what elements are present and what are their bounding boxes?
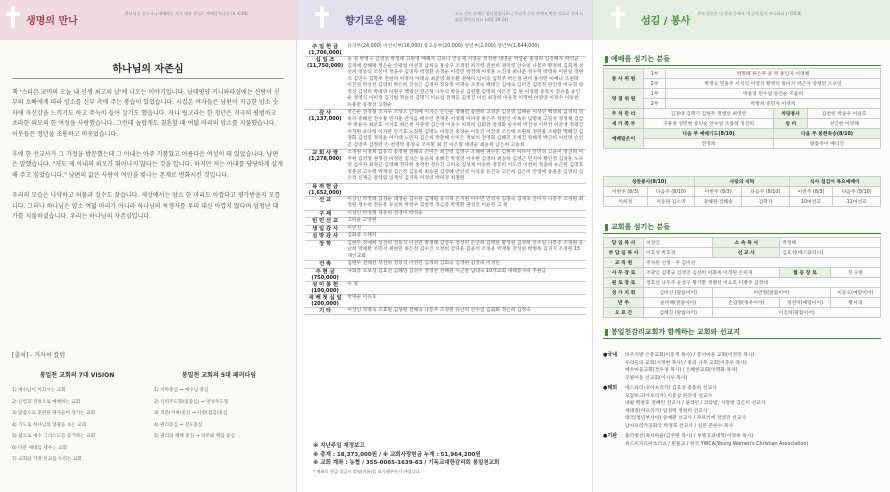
offering-names: 이상인 박정례 재유희 정영미 박성순: [345, 210, 586, 218]
communion-table: [603, 176, 881, 207]
paradigm-item: 2) 사역주도형(일중심) ⇒ 영성주도형: [154, 399, 229, 405]
cell: 차량봉사: [774, 109, 808, 119]
cell: 반 주: [604, 298, 644, 308]
cell: 부 담 임 목 사: [604, 248, 644, 258]
offering-label: 기 타: [319, 307, 332, 314]
paradigm-item: 5) 권리와 혜택 중심 ⇒ 의무와 책임 중심: [154, 434, 235, 439]
mission-item: 네팔 백창호 정혜린 선교사 / 필리핀 / 코타밤, 사랑방 김은미 선교사: [625, 401, 766, 406]
cell: 성찬봉사(8/10): [604, 177, 695, 187]
offering-label: 생 일 감 사: [312, 225, 339, 232]
offering-panel: [296, 0, 593, 492]
sermon-header: [0, 0, 296, 40]
offering-names: 유지부(24,000) 아인이부(16,000) 중고등부(20,000) 청년부(2,000) 장년부(1,644,000): [345, 44, 586, 57]
paradigm-title: 봉일천 교회의 5대 패러다임: [181, 372, 257, 379]
offering-amount: (1,278,000): [308, 156, 342, 162]
offering-label: 십 일 조: [315, 57, 335, 63]
cell: 박홍경 민수일 송인순 조윤희: [666, 89, 881, 99]
finance-note: ※ 지난주일 재정보고: [313, 443, 365, 449]
cell: 다음 주 봉헌특송(8/10): [774, 129, 881, 139]
offering-category: [305, 57, 345, 110]
vision-item: 2) 신령과 진정으로 예배하는 교회: [12, 399, 81, 405]
offering-category: [305, 183, 345, 196]
offering-names: 조경원 이경희 김유리 송정현 전혜숙 손미은 최진영 김영구 조해현 권수민 김현주 이다사 안민성 고윤미 정진희 이주현 김영정 권정선 이정민 김지은 송윤희 송혜진 박정연 이우현 김영희 최승하 김영근 민지아 황인정 김경훈 노수연 김수자 최정근 김영혜 정다현 송정민 정유진 고미숙 김성제 이승원 정봉희 이도건 이천희 정을희 유근희 김영호 정춘경 고수정 박재성 김은정 김동희 최승원 김영혜 안인영 이성준 유진숙 고은희 김은미 안영애 송용준 김영희 심은정 신재근 장석림 임재석 김지욱 이정연 박미경 최철원: [345, 150, 586, 184]
offering-category: [305, 110, 345, 150]
mission-label: ●해외: [603, 385, 618, 391]
cell: 전정희: [644, 139, 774, 149]
offering-category: [305, 210, 345, 218]
cell: 다음주 (8/10): [742, 187, 790, 197]
cell: 협 동 장 로: [780, 268, 830, 278]
worship-servers-table: [603, 68, 881, 149]
divider: [603, 65, 881, 66]
sermon-body: [12, 88, 284, 232]
offering-row: [305, 57, 586, 110]
offering-label: 목 적 헌 금: [312, 183, 339, 190]
cell: 이희정: [604, 197, 648, 207]
mission-label: ●국내: [603, 352, 618, 358]
church-servers-heading: 교회를 섬기는 분들: [605, 222, 670, 232]
bank-account: ※ 교회 계좌 : 농협 / 355-0065-1639-63 / 기독교대한감리회 봉일천교회: [313, 460, 500, 466]
cell: 1부: [644, 69, 666, 79]
mission-item: 위드미자르미쓰리쇼 / 빗물교 / 한국 YWCA(Young Women's Christian Association): [625, 441, 809, 447]
offering-names: 사회봉 모보성 김효선 김혜민 김성수 정영찬 선혜원 이근찬 남대숙 10개교회 새해봉사비 주현금: [345, 268, 586, 281]
cell: 정호선 나두주 윤상구 황기환 정병선 이요호 이병주 김정대: [644, 278, 881, 288]
cell: 사 무 장 로: [604, 268, 644, 278]
cell: 성 미: [774, 119, 808, 129]
offering-names: 김현두 전혜선 성선희 정동식 이선민 김정희 김회숙 김영현 김정희 이경민: [345, 261, 586, 269]
offering-names: [345, 183, 586, 196]
offering-names: 김화중 조혜자: [345, 233, 586, 241]
cell: 10여선교: [789, 197, 833, 207]
mission-item: 모잠비크(아프리카) 이문삼 한증경 선교사: [625, 393, 713, 399]
cell: 손감철(청우이어): [713, 298, 780, 308]
mission-group-domestic: [603, 352, 881, 382]
cell: 2부: [644, 79, 666, 89]
cell: 이번주 (8/3): [604, 187, 648, 197]
offering-header-verse: 모든 것이 주께로 말미암았사오니 우리가 주의 손에서 받은 것으로 주께 드렸을 뿐이니이다 (대상 29:14): [455, 11, 584, 22]
offering-category: [305, 150, 345, 184]
church-servers-table: [603, 237, 881, 318]
cell: 성인헌 이영해: [808, 119, 881, 129]
cell: 주차원 신청 · 주 김미선: [644, 258, 881, 268]
finance-notes: [313, 442, 583, 476]
mission-item: 예수마을교회(정우경 목사) / 은혜한교회(이명화 목사): [625, 368, 738, 373]
offering-row: [305, 261, 586, 269]
offering-row: [305, 110, 586, 150]
vision-item: 7) 교회와 가정 선교를 누리는 교회: [12, 457, 82, 462]
vision-item: 1) 예수님이 이끄시는 교회: [12, 388, 66, 393]
sermon-section-title: 생명의 만나: [26, 16, 78, 27]
service-section-title: 섬김 / 봉사: [641, 16, 691, 27]
service-header: [593, 0, 890, 40]
cell: 봉 사 위 원: [604, 69, 644, 89]
cell: 선 교 사: [713, 248, 780, 258]
cell: 소 속 목 사: [713, 238, 780, 248]
mission-group-organization: [603, 433, 881, 448]
offering-row: [305, 225, 586, 233]
cell: 이동오(예랑이어): [830, 288, 880, 298]
sermon-title: 하나님의 자존심: [112, 64, 184, 75]
offering-amount: (1,652,000): [308, 189, 342, 196]
offering-row: [305, 150, 586, 184]
offering-row: [305, 294, 586, 307]
offering-label: 선 교: [319, 196, 332, 203]
sermon-source: [출처] - 거자씨 칼럼: [12, 352, 66, 359]
cell: 원 로 장 로: [604, 278, 644, 288]
offering-label: 구 제: [319, 210, 332, 217]
offering-label: 성 미 봉 헌: [312, 281, 339, 288]
offering-label: 새 해 첫 십 일: [308, 294, 342, 301]
vision-item: 4) 기도로 하나님의 영광을 보는 교회: [12, 422, 87, 428]
cell: 황서경: [830, 298, 880, 308]
cell: 박정숙 민홍주 서지덕 이영식 황영덕 왕아자 박근자 양정민 오수연: [666, 79, 881, 89]
cell: 2부: [644, 99, 666, 109]
cell: 조광인 김명규 김영진 김선희 이화옥 이정원 손미경: [644, 268, 780, 278]
sermon-paragraph: 우리의 모습은 나약하고 허물과 실수도 잦습니다. 세상에서는 암소 한 마리도 아깝다고 평가받을지 모릅니다. 그러나 하나님은 암소 여덟 마리가 아니라 하나님의 독생자를 우리 대신 아깝지 않다며 엄청난 대가를 지불하셨습니다. 우리는 하나님의 자존심입니다.: [12, 192, 281, 221]
service-header-verse: 주의 형통은 내 형제 중에서 내 길에 있지 아니하다 (사55:8): [697, 11, 802, 16]
cell: 교 직 원: [604, 258, 644, 268]
cell: 윤미혜(말씀이어): [644, 298, 713, 308]
finance-total: ※ 총계 : 18,373,000원 / ※ 교회사랑헌금 누계 : 51,964,200원: [313, 451, 481, 458]
cell: 다음 주 예배기도(8/10): [644, 129, 774, 139]
cell: 사랑의 식탁: [695, 177, 790, 187]
offering-names: 이상인 정명숙 조효원 김성현 전혜숙 나봉주 조경원 유난희 안수일 김회화 정은희 김정숙: [345, 307, 586, 315]
offering-label: 건 축: [319, 261, 332, 267]
cell: 김호성(에스와티니): [780, 248, 881, 258]
offering-category: [305, 268, 345, 281]
offering-amount: (1,706,000): [308, 50, 342, 56]
cell: 오 르 간: [604, 308, 644, 318]
offering-row: [305, 210, 586, 218]
divider: [603, 233, 881, 234]
mission-label: ●기관: [603, 433, 618, 439]
offering-amount: (750,000): [311, 274, 339, 281]
offering-row: [305, 233, 586, 241]
sermon-panel: [0, 0, 296, 492]
offering-names: 이상인 박정례 김정순 대영순 김수한 김재원 송지혁 손지원 이수만 민영자 김종숙 김재욱 안미자 나봉주 조경원 최정원 정수희 전유흥 유난희 박정우 김현정 정금중 박명환 권성진 이윤정 고 원: [345, 196, 586, 210]
vision-item: 6) 다문 세대를 세우는 교회: [12, 445, 67, 451]
cross-icon: [611, 6, 625, 28]
divider: [603, 338, 881, 339]
offering-label: 심 방 감 사: [312, 233, 339, 239]
mission-heading: 봉일천감리교회가 함께하는 교회와 선교지: [605, 327, 740, 337]
offering-names: 박명순 이유호: [345, 294, 586, 307]
offering-label: 빈 민 선 교: [312, 218, 339, 224]
cell: 정 구창: [830, 268, 880, 278]
cell: 박병희 송민자 이영희: [666, 99, 881, 109]
offering-row: [305, 240, 586, 261]
offering-row: [305, 183, 586, 196]
paradigm-column: [154, 370, 284, 443]
offering-header: [297, 0, 592, 40]
offering-category: [305, 233, 345, 241]
cell: 구용경 성민현 송인순 안수일 조용례 정진희: [644, 119, 774, 129]
offering-label: 장 학: [319, 240, 332, 247]
offering-names: 우 명: [345, 281, 586, 294]
cell: 주 차 관 리: [604, 109, 644, 119]
offering-names: 김현두 정애희 성선희 정동식 이선민 박정례 김영우 정성미 손연희 김명한 황정원 김경희 안수일 나봉주 조경원 유난희 박세환 조민서 최현민 최은정 김수진 오정희 강다윤 김윤석 조경윤 박재홍 전성현 박병옥 김귀지 조경원 15개인교회: [345, 240, 586, 261]
cell: 이호성 박호경: [644, 248, 713, 258]
offering-label: 교 회 사 랑: [312, 150, 339, 156]
offering-row: [305, 307, 586, 315]
mission-item: 우리들의 교회(서정현 목사) / 홍의 나무 교회(이준우 목사): [625, 360, 747, 366]
cell: 예배말은이: [604, 129, 644, 149]
offering-label: 주 현 금: [315, 268, 335, 275]
offering-names: 이민진: [345, 225, 586, 233]
cell: 새 가 족 부: [604, 119, 644, 129]
cross-icon: [315, 6, 329, 28]
offering-amount: (200,000): [311, 300, 339, 307]
mission-item: 세네갈(아프리카) 임경택 정현희 선교사: [625, 408, 708, 414]
offering-row: [305, 196, 586, 210]
cell: 김천한 박윤우 이윤호: [808, 109, 881, 119]
offering-category: [305, 294, 345, 307]
service-panel: [593, 0, 890, 492]
offering-label: 주 일 헌 금: [312, 44, 339, 50]
mission-item: 바우지방 은총교회(이흥재 목사) / 봉서마을 교회(이정민 목사): [625, 353, 755, 358]
vision-item: 5) 삶으로 예수 그리스도를 증거하는 교회: [12, 434, 96, 439]
cell: 식사 섬김이 목요예배이: [789, 177, 880, 187]
cell: 다음주 (8/10): [647, 187, 695, 197]
offering-names: 윤 정 박병구 김영선 박정례 고원영 배해자 김유니 안승제 서영순 정정현 대영순 박상순 홍경희 김정혜자 박석균 김경애 장해택 정은순 안광섭 이성진 남희숙 홍상구 조경민 차기령 전천희 권덕령 안수일 나봉주 황경희 김회재 성선희 정동식 조선미 정을수 김경자 박정환 유정순 이강민 박정례 이정훈 노진경 최나준 정수혁 박영옥 이한일 정현식 김연수 김학주 전원희 이경자 이태숙 최준영 최수환 권혜미 임이웅 김학주 박은정 권미 홍성민 이예나 조원택 이진영 박상선 김영희 박은희 진성은 김경자 정숙정 이명숙 조정숙 백대인 김예숙 김미진 김민정 한인정 이규정 양정선 김영미 박태영 이원구 백병진 전근혁 나두식 박윤규 김원렬 김명희 이은진 김 현 이경렬 송복지 전유흡 송인순 정영식 이미정 김기범 정윤선 김명기 이요섭 전재웅 김정진 이선 최경희 이유정 이정현 이영양 이정수 이동찬 유용만 송정선 고향순: [345, 57, 586, 110]
paradigm-item: 1) 자아중심 ⇒ 예수님 중심: [154, 388, 209, 393]
cell: 이만형(말씀이어): [713, 288, 830, 298]
mission-item: 에스와티니(아프리카) 김호성 송용희 선교사: [625, 386, 717, 391]
offering-amount: (1,137,000): [308, 116, 342, 122]
cell: 영 접 위 원: [604, 89, 644, 109]
cell: 11여선교: [833, 197, 881, 207]
offering-category: [305, 225, 345, 233]
cell: 다음주 (8/10): [833, 187, 881, 197]
mission-item: 모빌이동 선교회(이시우 목사): [625, 375, 688, 381]
cell: 김학자: [742, 197, 790, 207]
cell: 이번주 (8/3): [789, 187, 833, 197]
offering-names: 고하윤 고영현: [345, 218, 586, 226]
offering-category: [305, 44, 345, 57]
cell: 박명례 류은주 윤 정 홍인자 이영해: [666, 69, 881, 79]
offering-category: [305, 240, 345, 261]
sermon-paragraph: 후에 한 선교사가 그 가정을 방문했는데 그 아내는 아주 기품있고 아름다운 여성이 돼 있었습니다. 남편은 말했습니다. "저도 제 아내의 외모가 뛰어나지 않다는 것을 압니다. 하지만 저는 아내를 당당하게 살게 해 주고 싶었습니다." 남편의 값은 사랑이 여인을 빛나는 존재로 변화시킨 것입니다.: [12, 151, 283, 179]
offering-category: [305, 281, 345, 294]
mission-item: 태국(청년부서비) 송예원 선교사 / 투르키에 정영린 선교사: [625, 416, 747, 421]
cell: 정선미(예랑이어): [780, 298, 830, 308]
cell: 박정혜: [780, 238, 881, 248]
mission-item: 남아프리카공화국 박경호 선교사 / 일본 문한수 목사: [625, 423, 734, 429]
cell: 이상인: [644, 238, 713, 248]
cell: 말씀주어 베니언: [774, 139, 881, 149]
offering-section-title: 향기로운 예물: [345, 16, 407, 27]
cell: 김혜진 (말씀이어): [644, 308, 713, 318]
offering-category: [305, 307, 345, 315]
vision-title: 봉일천 교회의 7대 VISION: [39, 372, 115, 379]
offering-names: 정은순 전정철 조지우 조성조 안정배 이지은 손인순 정해련 송맨희 고영준 김선영 김혜순 이성연 백영희 김정희 정옥자 송혜선 전수홍 민지훈 안지음 배수언 전재훈 서영례 이미영 홍은주 정원인 이옥수 남명옥 고길성 정정제 김삼주 박윤수 최준호 서지호 최은정 서문영 김은영 이중수 이정희 김회찬 정경화 송수희 박진성 서무진 이준영 정광진 이정원 유다형 이자란 안기호 노정원 김명도 이정진 홍성순 이동건 이진영 조은택 조원희 정한용 조평환 백혜진 김경화 김선길 정리윤 이기대 노민지 김은희 박춘혜 손미은 정보석 전영회 김혜진 조세진 양해정 박근희 이선영 손인곤 김영주 김정란 손 천영탁 흥성숙 조주환 최 진 이은형 대영순 최윤희 남은희 고송희: [345, 110, 586, 150]
offering-category: [305, 218, 345, 226]
vision-item: 3) 말씀으로 훈련된 제자들이 성기는 교회: [12, 411, 96, 416]
sermon-paragraph: 책 '스티븐 코비의 오늘 내 인생 최고의 날'에 나오는 이야기입니다. 남태평양 키니와타섬에는 신랑이 신부의 오빠에게 따라 암소를 신부 측에 주는 풍습이 있었습니다. 시집온 여자들은 남편이 지급한 암소 숫자에 자신감을 느끼기도 하고 주눅이 들어 살기도 했습니다. 자니 링고라는 한 청년은 지극히 평범하고 초라한 외모의 한 여성을 사랑했습니다. 그런데 놀랍게도 결혼할 때 여덟 마리의 암소를 지불했습니다. 이웃들은 청년을 조롱하고 비웃었습니다.: [12, 89, 280, 138]
cell: 1부: [644, 89, 666, 99]
offering-category: [305, 196, 345, 210]
offering-category: [305, 261, 345, 269]
cross-icon: [6, 6, 20, 28]
cell: 이진희(말씀이어): [713, 308, 881, 318]
cell: 김경대 김명기 김현두 정병선 최영빈: [644, 109, 774, 119]
cell: 성 가 지 휘: [604, 288, 644, 298]
offering-row: [305, 218, 586, 226]
deposit-note: * 계좌로 헌금 입금시 성명(이름)을 표기해주시기 바랍니다.: [313, 468, 421, 474]
sermon-header-verse: 하나님을 찾으시나 예배하는 자가 영과 진리로 예배할지니라 (요 4:24): [125, 11, 248, 16]
cell: 장해원 장혜솔: [695, 197, 742, 207]
worship-servers-heading: 예배를 섬기는 분들: [605, 54, 670, 64]
cell: 서동원 김소영: [647, 197, 695, 207]
cell: 이번주 (8/3): [695, 187, 742, 197]
cell: 담 임 목 사: [604, 238, 644, 248]
offering-table: [305, 44, 586, 315]
offering-row: [305, 44, 586, 57]
vision-column: [12, 370, 142, 466]
mission-list: [603, 352, 881, 448]
offering-amount: (11,750,000): [307, 63, 344, 69]
offering-label: 감 사: [319, 110, 332, 116]
cell: 김비선 (말씀이어): [644, 288, 713, 298]
paradigm-item: 4) 관리중심 ⇒ 전도중심: [154, 422, 203, 428]
offering-amount: (100,000): [311, 287, 339, 294]
offering-row: [305, 281, 586, 294]
paradigm-item: 3) 직분(지위)중심 ⇒ 사명(섬김)중심: [154, 411, 228, 416]
divider: [12, 78, 284, 79]
mission-group-overseas: [603, 385, 881, 430]
mission-item: 홈리빙선(옥서바울(김주변 목사) / 투병공과대학(이정옥 목사): [625, 434, 754, 439]
offering-row: [305, 268, 586, 281]
